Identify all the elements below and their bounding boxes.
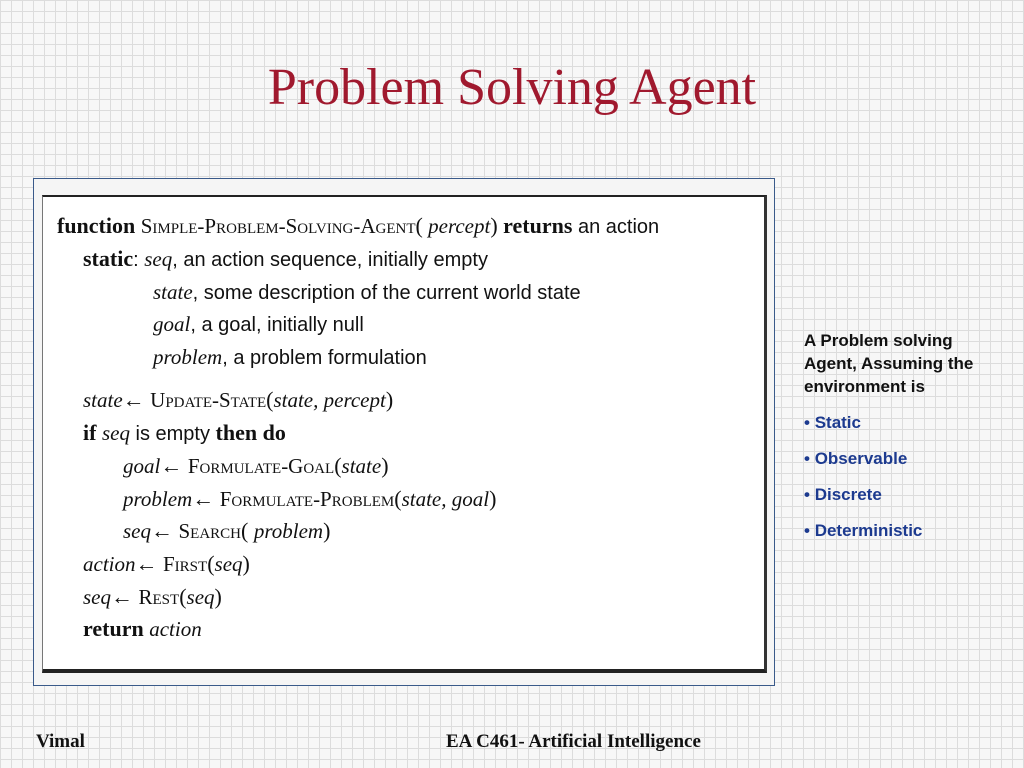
- code-line: [83, 616, 202, 643]
- code-token: (: [207, 551, 215, 576]
- code-token: state, goal: [401, 487, 490, 511]
- code-token: function: [57, 213, 141, 238]
- code-token: seq: [101, 421, 130, 445]
- code-token: Rest: [138, 585, 180, 609]
- code-token: state, percept: [273, 388, 386, 412]
- code-token: problem: [123, 487, 193, 511]
- bullet-icon: •: [804, 485, 810, 504]
- side-panel: [804, 329, 1004, 555]
- code-line: [83, 387, 393, 414]
- side-panel-intro: A Problem solving Agent, Assuming the environment is: [804, 331, 974, 396]
- code-token: is empty: [129, 423, 216, 445]
- code-token: seq: [123, 519, 151, 543]
- code-token: ←: [111, 584, 139, 609]
- code-token: ): [323, 518, 331, 543]
- code-token: ): [381, 453, 389, 478]
- code-token: (: [241, 518, 254, 543]
- code-token: ): [385, 387, 394, 412]
- code-token: an action: [572, 216, 660, 238]
- code-token: goal: [123, 454, 161, 478]
- code-token: Update-State: [150, 388, 267, 412]
- code-token: , some description of the current world state: [192, 282, 581, 304]
- code-token: , a goal, initially null: [190, 314, 364, 336]
- list-item-label: Observable: [814, 449, 908, 468]
- code-token: seq: [83, 585, 111, 609]
- code-token: (: [179, 584, 187, 609]
- code-token: ): [489, 486, 497, 511]
- list-item-label: Discrete: [814, 485, 882, 504]
- code-token: ): [242, 551, 250, 576]
- list-item: [804, 483, 1004, 506]
- environment-list: [804, 411, 1004, 542]
- code-token: action: [83, 552, 136, 576]
- code-token: (: [266, 387, 274, 412]
- code-line: [153, 279, 581, 306]
- code-token: then do: [215, 420, 286, 445]
- code-token: ←: [160, 453, 188, 478]
- code-token: ): [214, 584, 222, 609]
- footer-author: Vimal: [36, 731, 85, 752]
- code-token: First: [163, 552, 208, 576]
- bullet-icon: •: [804, 413, 810, 432]
- code-token: Formulate-Goal: [187, 454, 335, 478]
- code-token: ←: [135, 551, 163, 576]
- list-item-label: Deterministic: [814, 521, 923, 540]
- code-token: ): [490, 213, 504, 238]
- code-token: percept: [422, 214, 491, 238]
- code-token: (: [394, 486, 402, 511]
- code-line: [153, 311, 364, 338]
- code-token: seq: [186, 585, 215, 609]
- code-line: [57, 213, 659, 240]
- code-token: goal: [153, 312, 191, 336]
- code-line: [123, 486, 496, 513]
- code-token: problem: [153, 345, 223, 369]
- code-token: seq: [144, 247, 173, 271]
- code-token: if: [83, 420, 102, 445]
- code-token: static: [83, 246, 134, 271]
- code-line: [83, 246, 488, 273]
- code-token: seq: [214, 552, 243, 576]
- code-line: [123, 453, 389, 480]
- code-token: Search: [178, 519, 242, 543]
- algorithm-box: [42, 195, 767, 673]
- code-token: ←: [192, 486, 220, 511]
- bullet-icon: •: [804, 521, 810, 540]
- code-token: (: [415, 213, 423, 238]
- list-item-label: Static: [814, 413, 861, 432]
- list-item: [804, 411, 1004, 434]
- code-token: , an action sequence, initially empty: [172, 249, 488, 271]
- code-token: ←: [151, 518, 179, 543]
- code-token: action: [149, 617, 202, 641]
- slide-title: Problem Solving Agent: [267, 59, 757, 116]
- code-token: return: [83, 616, 150, 641]
- footer-course: EA C461- Artificial Intelligence: [446, 731, 701, 752]
- code-line: [83, 420, 286, 447]
- code-token: state: [153, 280, 193, 304]
- code-line: [123, 518, 330, 545]
- code-token: problem: [253, 519, 324, 543]
- list-item: [804, 519, 1004, 542]
- code-token: (: [334, 453, 342, 478]
- code-token: state: [341, 454, 382, 478]
- bullet-icon: •: [804, 449, 810, 468]
- code-line: [83, 551, 250, 578]
- code-token: , a problem formulation: [222, 347, 427, 369]
- code-token: Formulate-Problem: [219, 487, 395, 511]
- code-token: returns: [503, 213, 573, 238]
- code-token: ←: [122, 387, 151, 412]
- code-token: :: [133, 249, 145, 271]
- code-line: [153, 344, 427, 371]
- code-token: Simple-Problem-Solving-Agent: [140, 214, 416, 238]
- list-item: [804, 447, 1004, 470]
- code-token: state: [83, 388, 123, 412]
- code-line: [83, 584, 222, 611]
